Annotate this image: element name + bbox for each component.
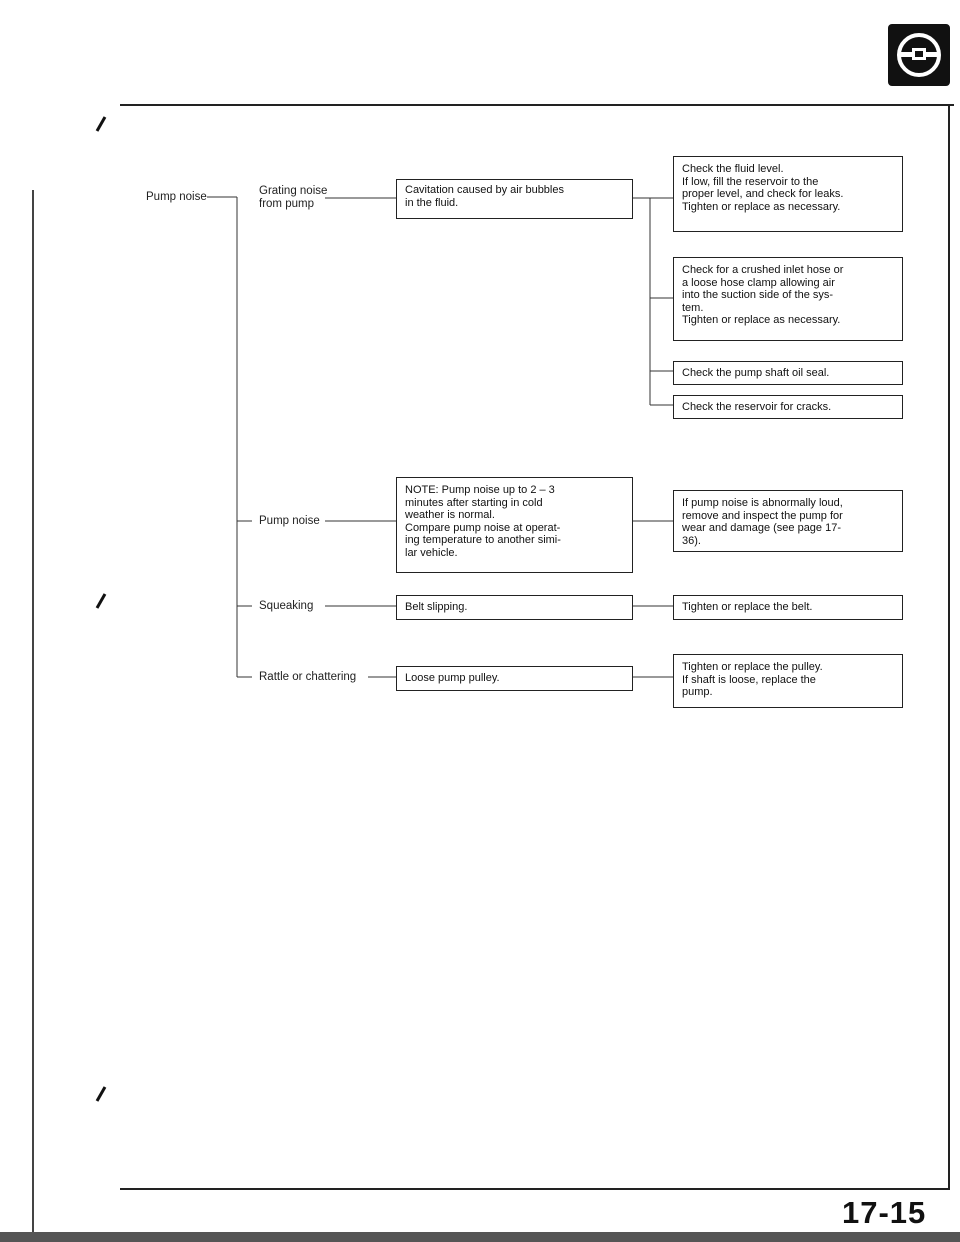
cause-grating-noise-line1: Grating noise [259, 185, 328, 197]
symptom-pump-noise: Pump noise [146, 191, 207, 203]
cause-squeaking: Squeaking [259, 600, 314, 612]
text-line: a loose hose clamp allowing air [682, 276, 835, 289]
cause-rattle: Rattle or chattering [259, 671, 357, 683]
text-line: in the fluid. [405, 196, 459, 209]
cause-pump-noise: Pump noise [259, 515, 320, 527]
cause-grating-noise [259, 185, 327, 210]
page-number: 17-15 [842, 1195, 927, 1230]
text-line: Compare pump noise at operat- [405, 521, 561, 534]
text-line: If pump noise is abnormally loud, [682, 497, 843, 509]
text-line: Tighten or replace the belt. [682, 601, 813, 613]
remedy-belt-box [673, 595, 903, 620]
remedy-pump-inspect-box [673, 490, 903, 552]
text-line: Tighten or replace as necessary. [682, 200, 841, 213]
diagnosis-belt-box [396, 595, 633, 620]
text-line: Cavitation caused by air bubbles [405, 184, 564, 196]
text-line: Check the pump shaft oil seal. [682, 367, 830, 379]
text-line: NOTE: Pump noise up to 2 – 3 [405, 484, 555, 496]
text-line: tem. [682, 301, 704, 314]
text-line: 36). [682, 534, 701, 547]
text-line: proper level, and check for leaks. [682, 188, 844, 200]
text-line: Belt slipping. [405, 601, 468, 613]
text-line: Check the fluid level. [682, 163, 784, 175]
note-box [396, 477, 633, 573]
remedy-seal-box [673, 361, 903, 385]
remedy-inlet-box [673, 257, 903, 341]
text-line: wear and damage (see page 17- [682, 522, 841, 534]
text-line: pump. [682, 686, 713, 698]
text-line: Tighten or replace as necessary. [682, 314, 841, 326]
text-line: Loose pump pulley. [405, 672, 500, 684]
text-line: Tighten or replace the pulley. [682, 661, 823, 673]
text-line: If low, fill the reservoir to the [682, 175, 819, 188]
text-line: remove and inspect the pump for [682, 509, 843, 522]
diagnosis-pulley-box [396, 666, 633, 691]
remedy-fluid-box [673, 156, 903, 232]
text-line: If shaft is loose, replace the [682, 673, 816, 686]
text-line: lar vehicle. [405, 546, 458, 559]
text-line: minutes after starting in cold [405, 496, 543, 509]
cause-grating-noise-line2: from pump [259, 197, 314, 210]
diagnosis-cavitation-box [396, 179, 633, 219]
text-line: into the suction side of the sys- [682, 289, 834, 301]
text-line: ing temperature to another simi- [405, 534, 561, 546]
remedy-reservoir-box [673, 395, 903, 419]
text-line: Check for a crushed inlet hose or [682, 264, 844, 276]
remedy-pulley-box [673, 654, 903, 708]
bottom-edge-band [0, 1232, 960, 1242]
text-line: weather is normal. [405, 509, 495, 521]
text-line: Check the reservoir for cracks. [682, 401, 832, 413]
